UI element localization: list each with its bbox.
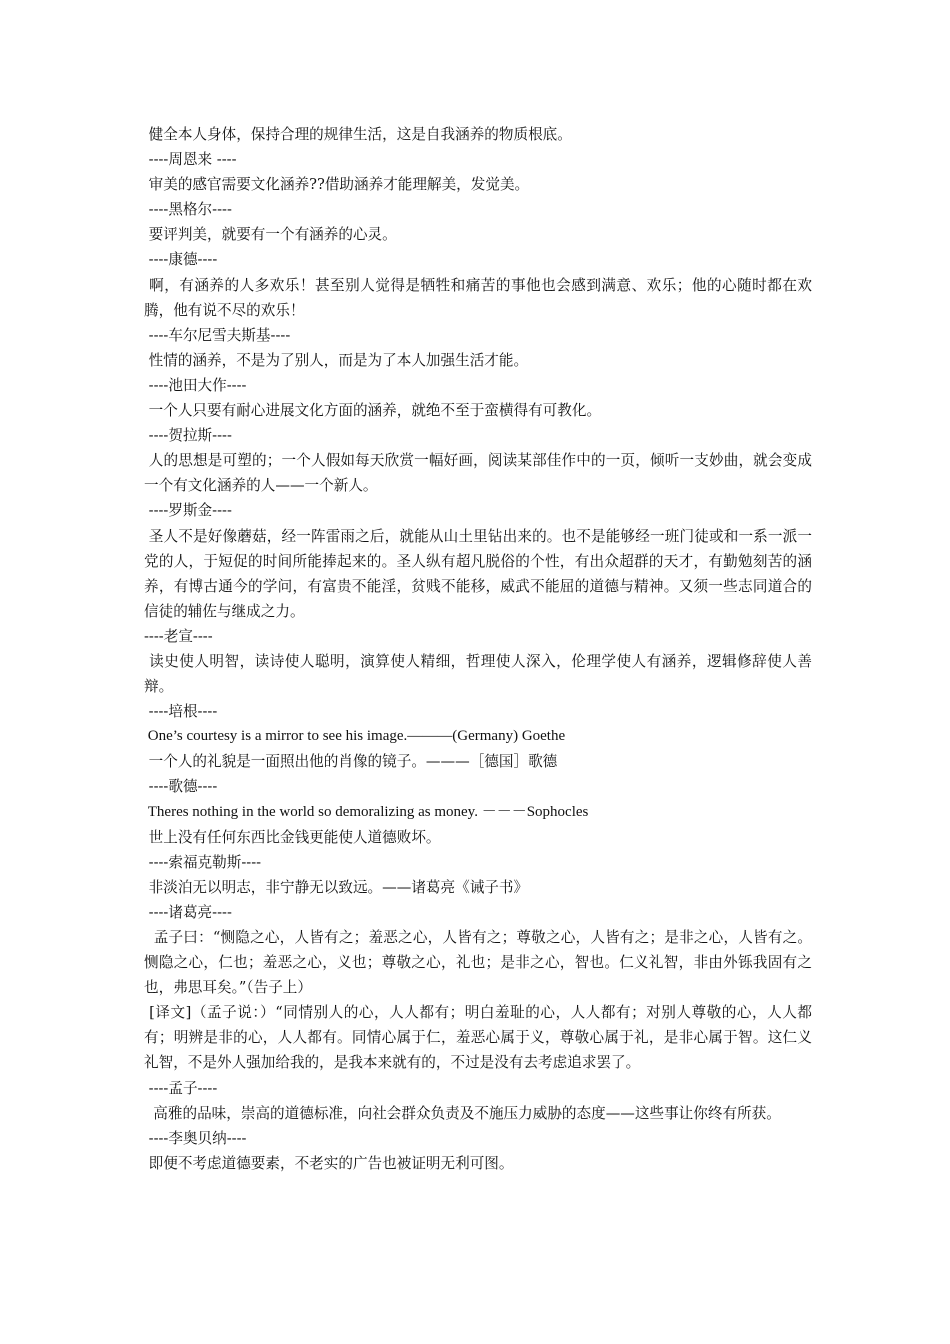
quote-text: 孟子曰：“恻隐之心，人皆有之；羞恶之心，人皆有之；尊敬之心，人皆有之；是非之心，人皆有之。恻隐之心，仁也；羞恶之心，义也；尊敬之心，礼也；是非之心，智也。仁义礼智，非由外铄我固有之也，弗思耳矣。”（告子上） xyxy=(144,929,813,997)
quote-text: 圣人不是好像蘑菇，经一阵雷雨之后，就能从山土里钻出来的。也不是能够经一班门徒或和一系一派一党的人，于短促的时间所能捧起来的。圣人纵有超凡脱俗的个性，有出众超群的天才，有勤勉刻苦的涵养，有博古通今的学问，有富贵不能淫，贫贱不能移，威武不能屈的道德与精神。又须一些志同道合的信徒的辅佐与继成之力。 xyxy=(144,527,812,620)
quote-author: ----罗斯金---- xyxy=(144,502,232,520)
quote-author: ----孟子---- xyxy=(144,1079,218,1097)
quote-author: ----黑格尔---- xyxy=(144,201,232,219)
quote-text: 非淡泊无以明志，非宁静无以致远。——诸葛亮《诫子书》 xyxy=(144,878,529,896)
quote-text: 健全本人身体，保持合理的规律生活，这是自我涵养的物质根底。 xyxy=(144,126,572,143)
document-body xyxy=(144,122,812,1176)
quote-translation: [译文]（孟子说：）“同情别人的心，人人都有；明白羞耻的心，人人都有；对别人尊敬的心，人人都有；明辨是非的心，人人都有。同情心属于仁，羞恶心属于义，尊敬心属于礼，是非心属于智。这仁义礼智，不是外人强加给我的，是我本来就有的，不过是没有去考虑追求罢了。 xyxy=(144,1004,812,1072)
quote-text-english: Theres nothing in the world so demoralizing as money. －－－Sophocles xyxy=(144,803,589,820)
quote-author: ----老宣---- xyxy=(144,627,213,645)
quote-text: 人的思想是可塑的；一个人假如每天欣赏一幅好画，阅读某部佳作中的一页，倾听一支妙曲，就会变成一个有文化涵养的人——一个新人。 xyxy=(144,452,812,495)
quote-author: ----康德---- xyxy=(144,251,218,269)
quote-text: 读史使人明智，读诗使人聪明，演算使人精细，哲理使人深入，伦理学使人有涵养，逻辑修辞使人善辩。 xyxy=(144,652,812,696)
quote-author: ----索福克勒斯---- xyxy=(144,853,262,871)
quote-text: 啊，有涵养的人多欢乐！甚至别人觉得是牺牲和痛苦的事他也会感到满意、欢乐；他的心随时都在欢腾，他有说不尽的欢乐！ xyxy=(144,276,812,319)
quote-author: ----李奥贝纳---- xyxy=(144,1129,247,1147)
quote-author: ----诸葛亮---- xyxy=(144,903,232,921)
quote-author: ----贺拉斯---- xyxy=(144,427,232,445)
quote-author: ----车尔尼雪夫斯基---- xyxy=(144,326,291,344)
quote-author: ----池田大作---- xyxy=(144,376,247,394)
quote-text: 审美的感官需要文化涵养??借助涵养才能理解美，发觉美。 xyxy=(144,176,530,194)
quote-text: 高雅的品味，崇高的道德标准，向社会群众负责及不施压力威胁的态度——这些事让你终有所获。 xyxy=(144,1104,781,1122)
quote-text: 一个人的礼貌是一面照出他的肖像的镜子。———［德国］歌德 xyxy=(144,753,558,771)
quote-author: ----周恩来 ---- xyxy=(144,151,237,169)
quote-text-english: One’s courtesy is a mirror to see his image.———(Germany) Goethe xyxy=(144,728,566,745)
quote-text: 世上没有任何东西比金钱更能使人道德败坏。 xyxy=(144,828,441,846)
quote-text: 一个人只要有耐心进展文化方面的涵养，就绝不至于蛮横得有可教化。 xyxy=(144,402,602,420)
quote-author: ----歌德---- xyxy=(144,778,218,796)
quote-text: 要评判美，就要有一个有涵养的心灵。 xyxy=(144,226,397,244)
quote-text: 即便不考虑道德要素，不老实的广告也被证明无利可图。 xyxy=(144,1154,514,1172)
quote-author: ----培根---- xyxy=(144,703,218,721)
quote-text: 性情的涵养，不是为了别人，而是为了本人加强生活才能。 xyxy=(144,351,529,369)
